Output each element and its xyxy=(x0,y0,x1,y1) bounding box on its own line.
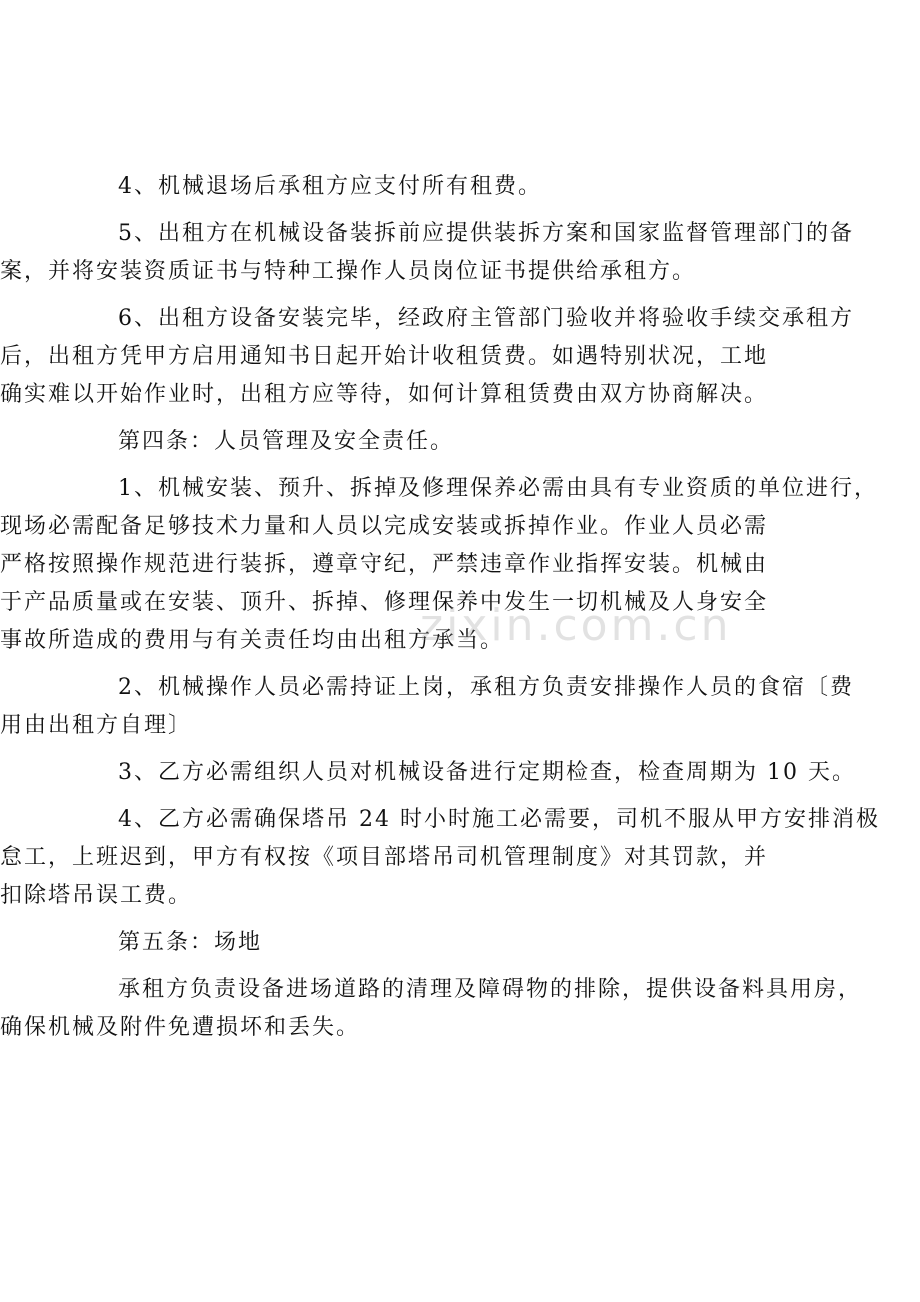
paragraph-8 xyxy=(0,801,880,915)
paragraph-5 xyxy=(0,470,878,660)
text-line: 于产品质量或在安装、顶升、拆掉、修理保养中发生一切机械及人身安全 xyxy=(0,590,769,615)
paragraph-6 xyxy=(0,669,854,745)
text-line: 现场必需配备足够技术力量和人员以完成安装或拆掉作业。作业人员必需 xyxy=(0,514,769,539)
section-heading-5 xyxy=(118,924,830,962)
text-line: 怠工，上班迟到，甲方有权按《项目部塔吊司机管理制度》对其罚款，并 xyxy=(0,845,769,870)
section-heading-4 xyxy=(118,423,830,461)
watermark-text: zixin.com.cn xyxy=(420,600,732,651)
text-line: 承租方负责设备进场道路的清理及障碍物的排除，提供设备料具用房， xyxy=(118,977,863,1002)
text-line: 5、出租方在机械设备装拆前应提供装拆方案和国家监督管理部门的备 xyxy=(118,221,854,246)
paragraph-7 xyxy=(118,754,856,792)
paragraph-10 xyxy=(0,971,863,1047)
text-line: 4、机械退场后承租方应支付所有租费。 xyxy=(118,174,542,199)
paragraph-3 xyxy=(0,300,854,414)
text-line: 4、乙方必需确保塔吊 24 时小时施工必需要，司机不服从甲方安排消极 xyxy=(118,807,880,832)
text-line: 第五条：场地 xyxy=(118,930,263,955)
paragraph-1 xyxy=(118,168,830,206)
text-line: 严格按照操作规范进行装拆，遵章守纪，严禁违章作业指挥安装。机械由 xyxy=(0,552,769,577)
text-line: 确保机械及附件免遭损坏和丢失。 xyxy=(0,1015,361,1040)
document-body xyxy=(0,168,880,1056)
text-line: 案，并将安装资质证书与特种工操作人员岗位证书提供给承租方。 xyxy=(0,259,697,284)
text-line: 1、机械安装、预升、拆掉及修理保养必需由具有专业资质的单位进行， xyxy=(118,476,878,501)
text-line: 事故所造成的费用与有关责任均由出租方承当。 xyxy=(0,628,505,653)
text-line: 后，出租方凭甲方启用通知书日起开始计收租赁费。如遇特别状况，工地 xyxy=(0,344,769,369)
text-line: 用由出租方自理〕 xyxy=(0,713,193,738)
text-line: 确实难以开始作业时，出租方应等待，如何计算租赁费由双方协商解决。 xyxy=(0,382,769,407)
text-line: 扣除塔吊误工费。 xyxy=(0,883,193,908)
paragraph-2 xyxy=(0,215,854,291)
text-line: 2、机械操作人员必需持证上岗，承租方负责安排操作人员的食宿〔费 xyxy=(118,675,854,700)
text-line: 3、乙方必需组织人员对机械设备进行定期检查，检查周期为 10 天。 xyxy=(118,760,856,785)
text-line: 第四条：人员管理及安全责任。 xyxy=(118,429,455,454)
text-line: 6、出租方设备安装完毕，经政府主管部门验收并将验收手续交承租方 xyxy=(118,306,854,331)
